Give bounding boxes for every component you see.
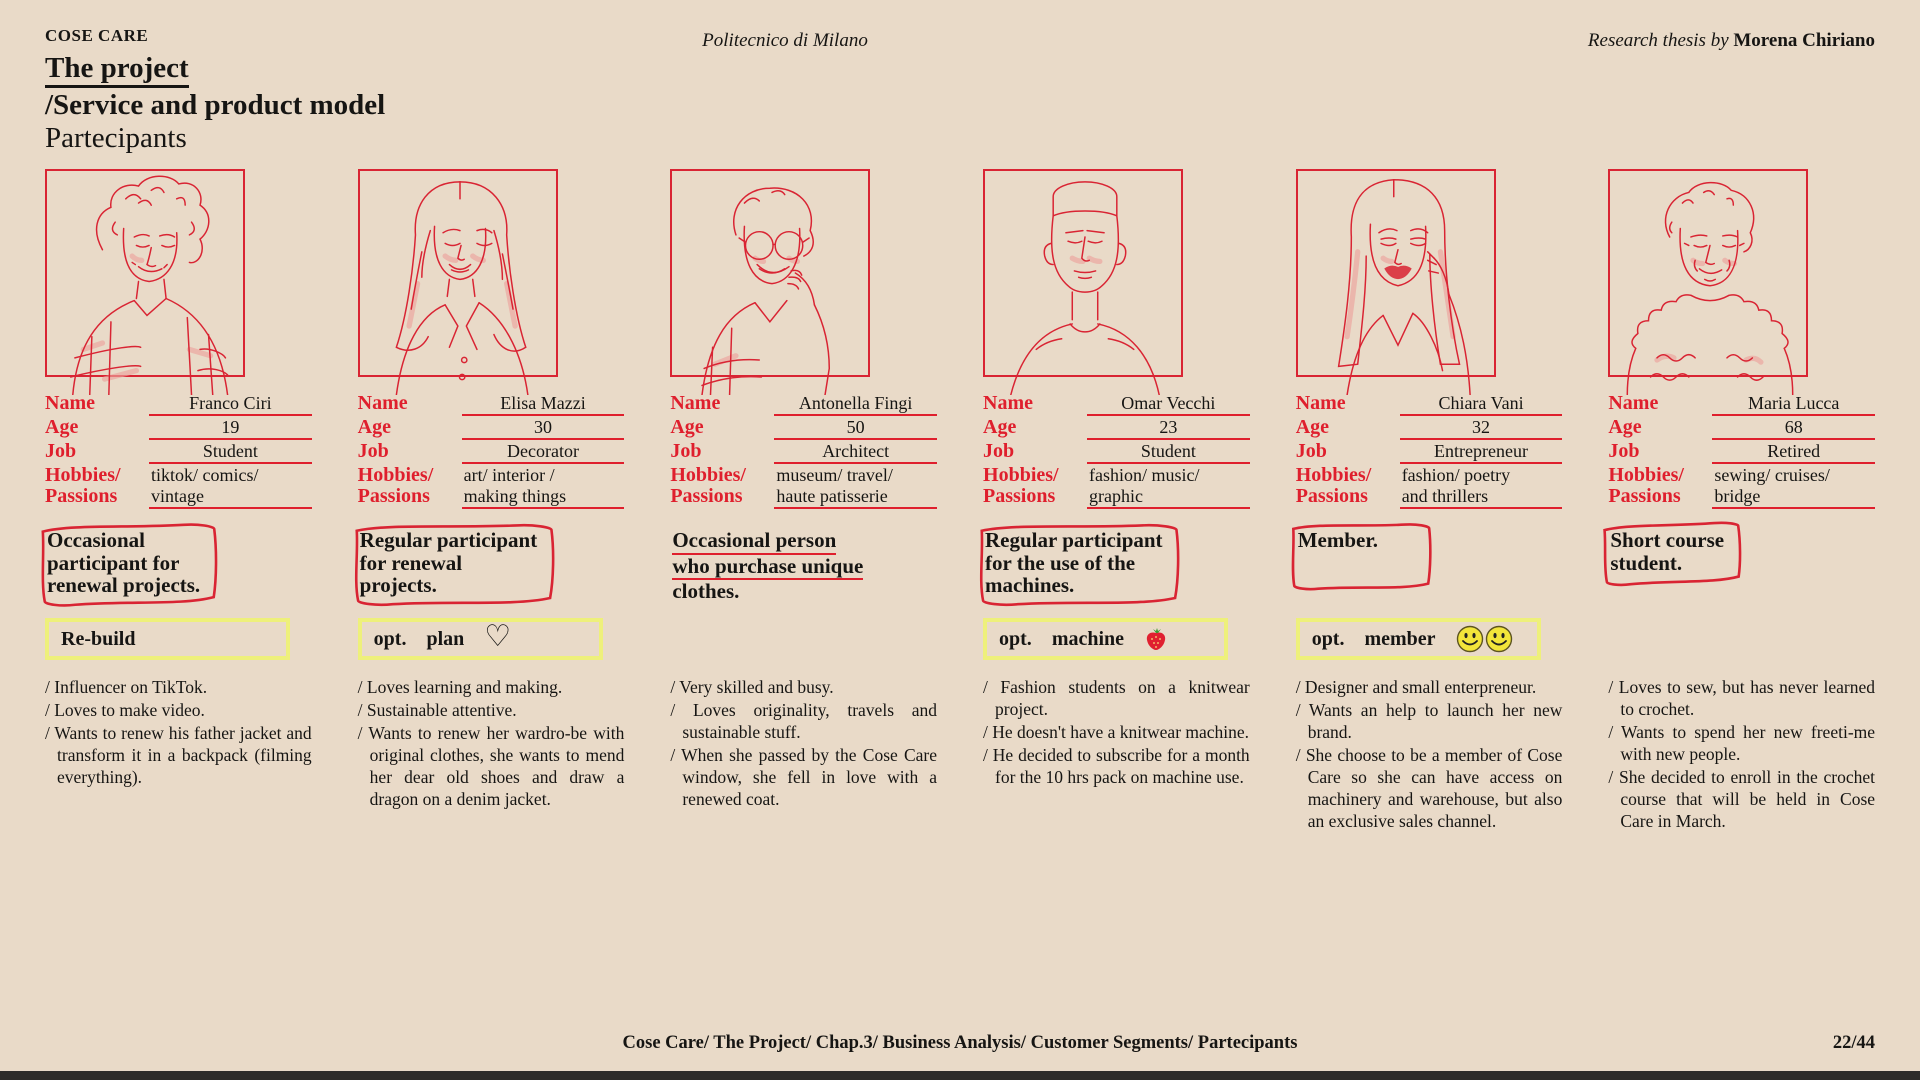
brand-title: COSE CARE <box>45 26 149 45</box>
persona-bullet: / Very skilled and busy. <box>670 677 834 697</box>
option-tag <box>358 618 603 660</box>
option-tag <box>1296 618 1541 660</box>
hobbies-label-line2: Passions <box>45 485 118 507</box>
hobbies-value <box>149 465 312 509</box>
opt-label: opt. <box>373 627 407 650</box>
hobbies-label <box>1296 465 1400 510</box>
role-lines <box>672 529 927 603</box>
persona-portrait-frame <box>983 169 1183 377</box>
persona-card <box>1608 169 1875 833</box>
hobbies-label-line1: Hobbies/ <box>357 464 434 486</box>
hobbies-label <box>358 465 462 510</box>
persona-bullet: / Loves to sew, but has never learned to crochet. <box>1608 677 1876 719</box>
hobbies-value <box>1400 465 1563 509</box>
tag-icon-slot <box>1144 627 1168 651</box>
smiley-icons <box>1456 625 1514 653</box>
role-highlight <box>670 526 937 611</box>
role-line: student. <box>1610 550 1683 575</box>
persona-bullet: / She decided to enroll in the crochet course that will be held in Cose Care in March. <box>1608 767 1876 831</box>
option-tag <box>45 618 290 660</box>
age-label: Age <box>670 416 704 438</box>
role-line: renewal projects. <box>47 573 201 597</box>
persona-bullet: / When she passed by the Cose Care window, she fell in love with a renewed coat. <box>670 745 938 809</box>
persona-role <box>45 526 312 614</box>
role-highlight <box>1608 526 1734 582</box>
section-title: /Service and product model <box>45 89 386 121</box>
persona-bullet-list <box>45 676 312 788</box>
role-line: participant for <box>47 550 180 575</box>
hobbies-value <box>774 465 937 509</box>
young-man-curly-hair-plaid-shirt-sketch <box>39 167 255 395</box>
persona-bullet: / Loves originality, travels and sustainable stuff. <box>670 700 938 742</box>
persona-bullet: / Wants to renew her wardro-be with original clothes, she wants to mend her dear old shoes and draw a dragon on a denim jacket. <box>357 723 625 809</box>
persona-fields <box>1296 393 1563 510</box>
persona-portrait-frame <box>1608 169 1808 377</box>
role-lines <box>360 529 538 597</box>
tag-label: plan <box>426 627 465 650</box>
bottom-bar <box>0 1071 1920 1080</box>
hobbies-line: museum/ travel/ <box>776 465 893 485</box>
name-value: Chiara Vani <box>1400 393 1563 416</box>
age-value: 68 <box>1712 417 1875 440</box>
persona-portrait-frame <box>670 169 870 377</box>
opt-label: opt. <box>999 627 1032 650</box>
hobbies-label <box>670 465 774 510</box>
hobbies-value <box>1087 465 1250 509</box>
hobbies-label <box>1608 465 1712 510</box>
persona-bullet: / Wants to spend her new freeti-me with new people. <box>1608 722 1876 764</box>
age-value: 23 <box>1087 417 1250 440</box>
hobbies-line: fashion/ poetry <box>1401 465 1511 485</box>
page-number: 22/44 <box>1832 1033 1875 1053</box>
persona-bullet: / Influencer on TikTok. <box>45 677 208 697</box>
job-label: Job <box>357 440 389 462</box>
thesis-author: Morena Chiriano <box>1733 30 1875 51</box>
name-label: Name <box>670 392 721 414</box>
persona-fields <box>670 393 937 510</box>
page-footer <box>0 1033 1920 1054</box>
persona-role <box>1608 526 1875 614</box>
name-value: Antonella Fingi <box>774 393 937 416</box>
role-line: Occasional person <box>672 529 836 555</box>
older-woman-glasses-smiling-sketch <box>664 167 880 395</box>
persona-fields <box>1608 393 1875 510</box>
persona-bullet: / Wants an help to launch her new brand. <box>1295 700 1563 742</box>
hobbies-value <box>1712 465 1875 509</box>
tag-label: member <box>1364 627 1436 650</box>
job-value: Decorator <box>462 441 625 464</box>
name-label: Name <box>357 392 408 414</box>
persona-bullet: / Sustainable attentive. <box>357 700 517 720</box>
role-lines <box>1298 529 1414 552</box>
job-label: Job <box>45 440 77 462</box>
job-label: Job <box>670 440 702 462</box>
option-tag <box>983 618 1228 660</box>
hobbies-label-line2: Passions <box>357 485 430 507</box>
age-value: 50 <box>774 417 937 440</box>
hobbies-label-line1: Hobbies/ <box>670 464 746 486</box>
role-line: who purchase unique <box>672 555 863 581</box>
job-label: Job <box>1608 440 1640 462</box>
persona-portrait-frame <box>358 169 558 377</box>
role-line: machines. <box>985 573 1075 597</box>
hobbies-line: bridge <box>1714 486 1761 506</box>
page-title: Partecipants <box>45 122 187 154</box>
persona-bullet: / Fashion students on a knitwear project. <box>983 677 1250 719</box>
persona-tag-row <box>358 618 625 664</box>
persona-portrait-frame <box>1296 169 1496 377</box>
persona-role <box>983 526 1250 614</box>
persona-bullet: / She choose to be a member of Cose Care so she can have access on machinery and warehouse, but also an exclusive sales channel. <box>1295 745 1563 831</box>
tag-label: machine <box>1051 627 1125 650</box>
role-highlight <box>45 526 210 605</box>
age-value: 30 <box>462 417 625 440</box>
hobbies-line: haute patisserie <box>776 486 888 506</box>
role-line: Short course <box>1610 528 1725 552</box>
role-line: Regular participant <box>359 528 538 552</box>
persona-bullet: / He decided to subscribe for a month for the 10 hrs pack on machine use. <box>983 745 1250 787</box>
persona-bullet-list <box>358 676 625 810</box>
job-value: Architect <box>774 441 937 464</box>
thesis-credit-prefix: Research thesis by <box>1587 30 1734 51</box>
persona-fields <box>983 393 1250 510</box>
hobbies-label <box>983 465 1087 510</box>
role-line: Member. <box>1297 528 1378 552</box>
persona-bullet: / He doesn't have a knitwear machine. <box>983 722 1250 742</box>
hobbies-label-line2: Passions <box>983 485 1056 507</box>
hobbies-label-line2: Passions <box>1295 485 1368 507</box>
role-line: projects. <box>359 573 437 597</box>
thesis-credit <box>1588 30 1875 52</box>
role-line: Occasional <box>47 528 145 552</box>
institution-title: Politecnico di Milano <box>702 30 868 51</box>
persona-bullet: / Loves to make video. <box>45 700 205 720</box>
name-label: Name <box>45 392 95 414</box>
hobbies-line: vintage <box>151 486 204 506</box>
persona-fields <box>358 393 625 510</box>
role-line: for the use of the <box>985 550 1136 575</box>
hobbies-line: making things <box>463 486 567 506</box>
persona-tag-row <box>45 618 312 664</box>
hobbies-label-line1: Hobbies/ <box>1608 464 1684 486</box>
persona-card <box>1296 169 1563 833</box>
hobbies-line: graphic <box>1089 486 1143 506</box>
persona-card <box>670 169 937 833</box>
persona-portrait-frame <box>45 169 245 377</box>
role-line: clothes. <box>672 579 740 603</box>
age-value: 19 <box>149 417 312 440</box>
persona-bullet-list <box>670 676 937 810</box>
job-value: Retired <box>1712 441 1875 464</box>
name-value: Franco Ciri <box>149 393 312 416</box>
persona-card <box>983 169 1250 833</box>
age-label: Age <box>45 416 79 438</box>
woman-long-wavy-hair-sketch <box>352 167 568 395</box>
age-label: Age <box>983 416 1017 438</box>
role-lines <box>47 529 200 597</box>
hobbies-line: fashion/ music/ <box>1089 465 1200 485</box>
hobbies-label-line1: Hobbies/ <box>45 464 121 486</box>
persona-bullet: / Loves learning and making. <box>357 677 563 697</box>
persona-fields <box>45 393 312 510</box>
hobbies-label <box>45 465 149 510</box>
opt-label: opt. <box>1311 627 1345 650</box>
tag-icon-slot <box>484 620 512 653</box>
heart-icon: ♡ <box>484 620 512 653</box>
persona-tag-row <box>1296 618 1563 664</box>
persona-bullet-list <box>1296 676 1563 832</box>
role-highlight <box>1296 526 1424 588</box>
persona-tag-row <box>1608 618 1875 664</box>
role-line: Regular participant <box>985 528 1163 552</box>
persona-bullet: / Designer and small enterpreneur. <box>1295 677 1537 697</box>
persona-tag-row <box>670 618 937 664</box>
persona-role <box>358 526 625 614</box>
hobbies-label-line2: Passions <box>670 485 743 507</box>
strawberry-icon <box>1144 627 1168 651</box>
woman-straight-dark-hair-hand-to-temple-sketch <box>1290 167 1506 395</box>
chapter-title: The project <box>45 52 189 88</box>
hobbies-label-line2: Passions <box>1608 485 1681 507</box>
persona-bullet-list <box>1608 676 1875 832</box>
breadcrumb: Cose Care/ The Project/ Chap.3/ Business Analysis/ Customer Segments/ Partecipants <box>622 1033 1298 1053</box>
job-label: Job <box>1295 440 1327 462</box>
tag-icon-slot <box>1456 625 1514 653</box>
role-lines <box>985 529 1163 597</box>
persona-bullet-list <box>983 676 1250 788</box>
age-value: 32 <box>1400 417 1563 440</box>
name-label: Name <box>983 392 1033 414</box>
hobbies-line: art/ interior / <box>463 465 555 485</box>
job-value: Student <box>149 441 312 464</box>
role-highlight <box>358 526 548 605</box>
age-label: Age <box>1608 416 1642 438</box>
persona-tag-row <box>983 618 1250 664</box>
hobbies-label-line1: Hobbies/ <box>1295 464 1372 486</box>
name-value: Omar Vecchi <box>1087 393 1250 416</box>
name-value: Maria Lucca <box>1712 393 1875 416</box>
job-value: Entrepreneur <box>1400 441 1563 464</box>
title-block <box>0 52 1920 155</box>
role-lines <box>1610 529 1724 574</box>
role-highlight <box>983 526 1173 605</box>
hobbies-line: and thrillers <box>1401 486 1489 506</box>
role-line: for renewal <box>359 550 463 575</box>
persona-cards-row <box>0 169 1920 833</box>
name-label: Name <box>1608 392 1659 414</box>
name-value: Elisa Mazzi <box>462 393 625 416</box>
elderly-woman-fuzzy-sweater-sketch <box>1602 167 1818 395</box>
persona-card <box>358 169 625 833</box>
age-label: Age <box>1295 416 1330 438</box>
persona-role <box>670 526 937 614</box>
hobbies-line: tiktok/ comics/ <box>151 465 259 485</box>
job-label: Job <box>983 440 1015 462</box>
young-man-buzz-cut-sketch <box>977 167 1193 395</box>
hobbies-label-line1: Hobbies/ <box>983 464 1059 486</box>
hobbies-value <box>462 465 625 509</box>
persona-card <box>45 169 312 833</box>
job-value: Student <box>1087 441 1250 464</box>
persona-role <box>1296 526 1563 614</box>
age-label: Age <box>357 416 391 438</box>
hobbies-line: sewing/ cruises/ <box>1714 465 1830 485</box>
page-header <box>0 0 1920 52</box>
tag-label: Re-build <box>61 627 136 650</box>
persona-bullet: / Wants to renew his father jacket and transform it in a backpack (filming everything). <box>45 723 312 787</box>
name-label: Name <box>1295 392 1346 414</box>
